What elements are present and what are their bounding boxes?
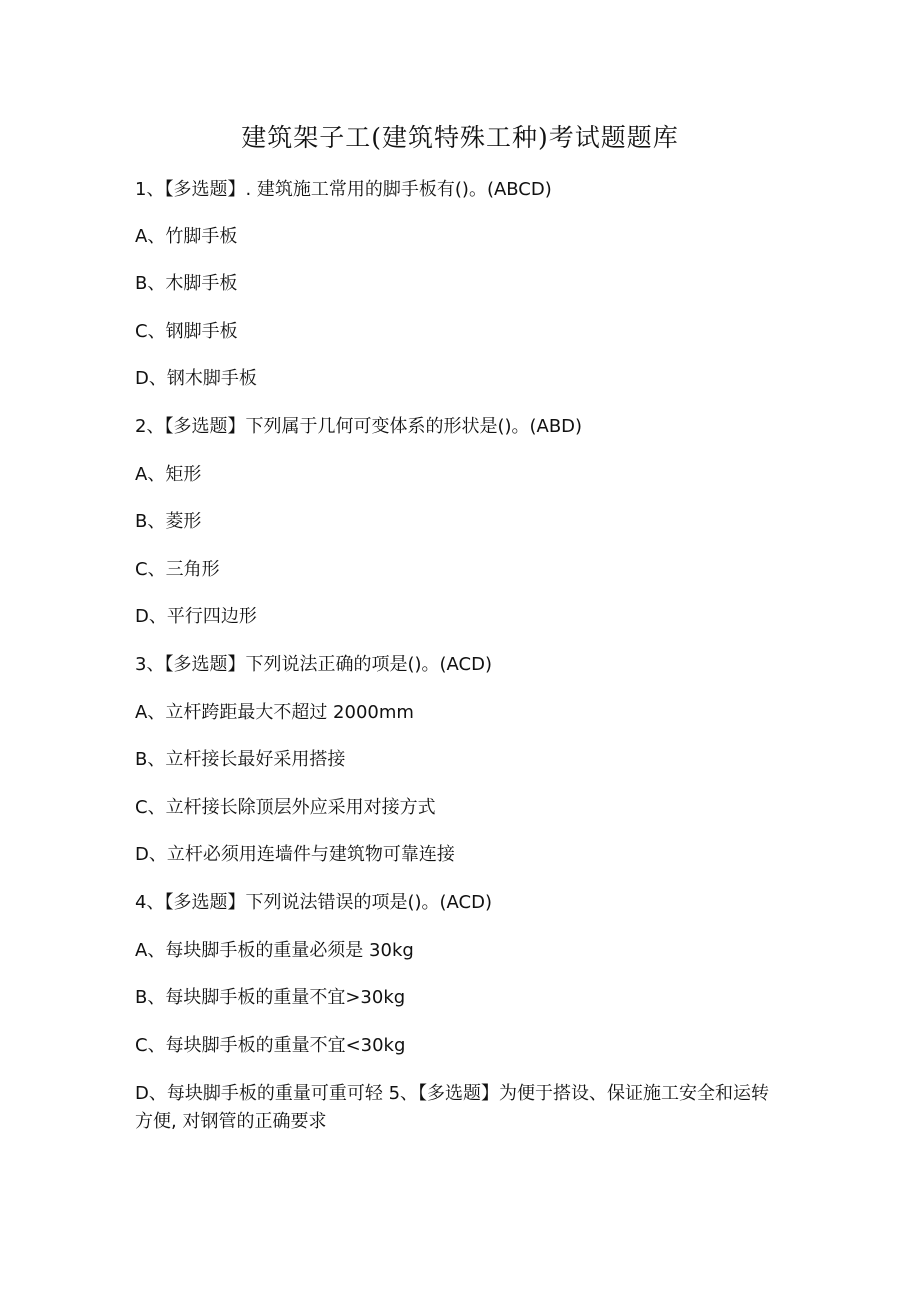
question-2: 2、【多选题】下列属于几何可变体系的形状是()。(ABD) <box>135 416 583 437</box>
option-3d: D、立杆必须用连墙件与建筑物可靠连接 <box>135 844 455 865</box>
option-4c: C、每块脚手板的重量不宜<30kg <box>135 1035 406 1056</box>
option-3b: B、立杆接长最好采用搭接 <box>135 749 346 770</box>
option-2a: A、矩形 <box>135 464 202 485</box>
option-2c: C、三角形 <box>135 559 220 580</box>
question-3: 3、【多选题】下列说法正确的项是()。(ACD) <box>135 654 492 675</box>
option-1a: A、竹脚手板 <box>135 226 238 247</box>
question-4: 4、【多选题】下列说法错误的项是()。(ACD) <box>135 892 492 913</box>
document-title: 建筑架子工(建筑特殊工种)考试题题库 <box>241 123 679 152</box>
option-4a: A、每块脚手板的重量必须是 30kg <box>135 940 414 961</box>
question-1: 1、【多选题】. 建筑施工常用的脚手板有()。(ABCD) <box>135 179 552 200</box>
option-4d-and-question-5: D、每块脚手板的重量可重可轻 5、【多选题】为便于搭设、保证施工安全和运转方便, 对钢管的正确要求 <box>135 1083 770 1132</box>
option-1c: C、钢脚手板 <box>135 321 238 342</box>
option-3a: A、立杆跨距最大不超过 2000mm <box>135 702 414 723</box>
option-2b: B、菱形 <box>135 511 202 532</box>
option-4b: B、每块脚手板的重量不宜>30kg <box>135 987 406 1008</box>
option-2d: D、平行四边形 <box>135 606 257 627</box>
option-1b: B、木脚手板 <box>135 273 238 294</box>
option-1d: D、钢木脚手板 <box>135 368 257 389</box>
option-3c: C、立杆接长除顶层外应采用对接方式 <box>135 797 436 818</box>
